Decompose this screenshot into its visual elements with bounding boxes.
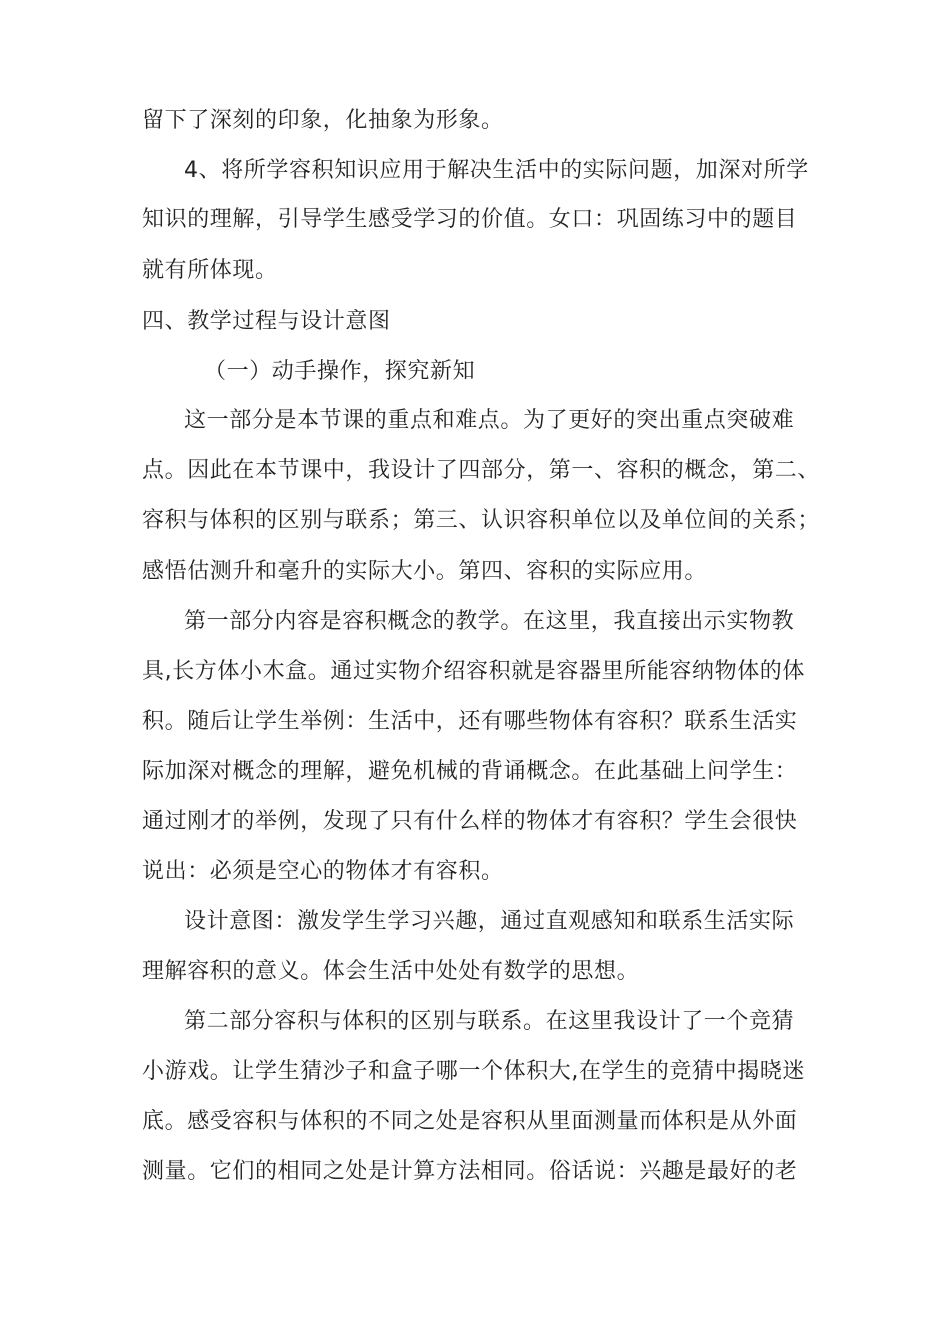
text-line: 容积与体积的区别与联系；第三、认识容积单位以及单位间的关系； <box>142 508 821 533</box>
text-line: 设计意图：激发学生学习兴趣，通过直观感知和联系生活实际 <box>184 909 795 934</box>
text-line: 第一部分内容是容积概念的教学。在这里，我直接出示实物教 <box>184 609 795 634</box>
text-line: 知识的理解，引导学生感受学习的价值。女口：巩固练习中的题目 <box>142 207 798 232</box>
text-line: 就有所体现。 <box>142 258 278 283</box>
text-line: 积。随后让学生举例：生活中，还有哪些物体有容积？联系生活实 <box>142 709 798 734</box>
text-line: 第二部分容积与体积的区别与联系。在这里我设计了一个竞猜 <box>184 1009 795 1034</box>
text-line: 具,长方体小木盒。通过实物介绍容积就是容器里所能容纳物体的体 <box>142 659 805 684</box>
subsection-heading: （一）动手操作，探究新知 <box>204 359 476 384</box>
text-line: 感悟估测升和毫升的实际大小。第四、容积的实际应用。 <box>142 559 708 584</box>
text-line: 底。感受容积与体积的不同之处是容积从里面测量而体积是从外面 <box>142 1109 798 1134</box>
text-line: 际加深对概念的理解，避免机械的背诵概念。在此基础上问学生： <box>142 759 798 784</box>
text-line: 点。因此在本节课中，我设计了四部分，第一、容积的概念，第二、 <box>142 458 821 483</box>
text-line: 4、将所学容积知识应用于解决生活中的实际问题，加深对所学 <box>184 158 809 183</box>
section-heading: 四、教学过程与设计意图 <box>142 309 391 334</box>
text-line: 留下了深刻的印象，化抽象为形象。 <box>142 108 504 133</box>
text-line: 通过刚才的举例，发现了只有什么样的物体才有容积？学生会很快 <box>142 809 798 834</box>
text-line: 理解容积的意义。体会生活中处处有数学的思想。 <box>142 959 640 984</box>
text-line: 测量。它们的相同之处是计算方法相同。俗话说：兴趣是最好的老 <box>142 1159 798 1184</box>
text-line: 这一部分是本节课的重点和难点。为了更好的突出重点突破难 <box>184 408 795 433</box>
text-line: 说出：必须是空心的物体才有容积。 <box>142 859 504 884</box>
text-line: 小游戏。让学生猜沙子和盒子哪一个体积大,在学生的竞猜中揭晓迷 <box>142 1059 805 1084</box>
